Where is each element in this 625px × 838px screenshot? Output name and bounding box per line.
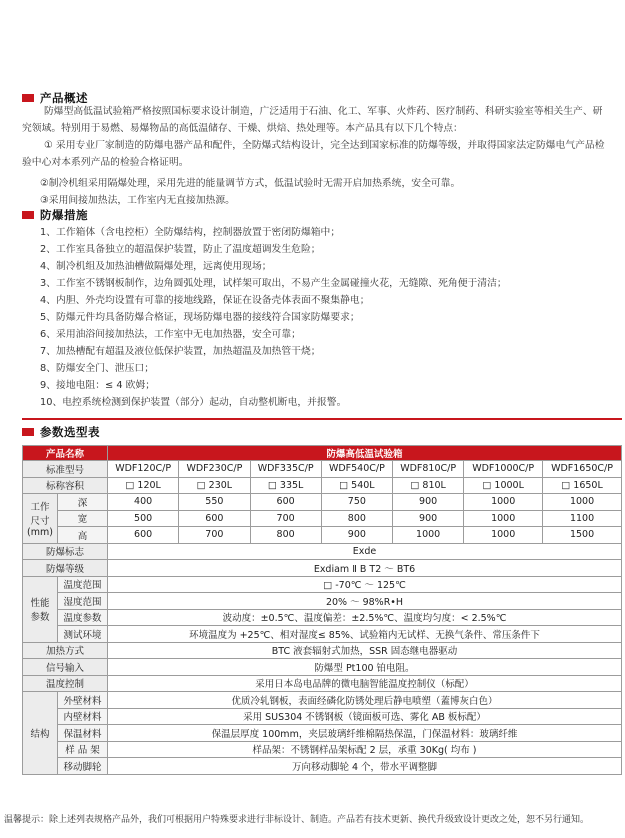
exgrade-label: 防爆等级 (23, 560, 108, 577)
tctrl-label: 温度控制 (23, 675, 108, 692)
table-row (23, 461, 622, 478)
volume-cell: □ 120L (108, 477, 179, 494)
perf-label (23, 576, 58, 642)
measures-heading (22, 207, 88, 223)
table-row (23, 593, 622, 610)
test-env-cell: 环境温度为 +25℃、相对湿度≤ 85%、试验箱内无试样、无换气条件、常压条件下 (108, 626, 622, 643)
overview-point-3: ③采用间接加热法，工作室内无直接加热源。 (40, 195, 235, 206)
measure-item: 6、采用油浴间接加热法，工作室中无电加热器，安全可靠； (40, 329, 301, 340)
temp-range-cell: □ -70℃ ～ 125℃ (108, 576, 622, 593)
perf-label-line: 参数 (30, 612, 50, 623)
measure-item: 10、电控系统检测到保护装置（部分）起动，自动整机断电，并报警。 (40, 397, 347, 408)
model-cell: WDF120C/P (108, 461, 179, 478)
model-cell: WDF1650C/P (543, 461, 622, 478)
height-cell: 700 (179, 527, 250, 544)
overview-title: 产品概述 (40, 91, 88, 105)
exmark-label: 防爆标志 (23, 543, 108, 560)
size-label (23, 494, 58, 544)
inner-cell: 采用 SUS304 不锈钢板（镜面板可选、雾化 AB 板标配） (108, 708, 622, 725)
table-row (23, 659, 622, 676)
outer-cell: 优质冷轧钢板，表面经磷化防锈处理后静电喷塑（蓋博灰白色） (108, 692, 622, 709)
model-cell: WDF1000C/P (464, 461, 543, 478)
measure-item: 9、接地电阻：≤ 4 欧姆； (40, 380, 156, 391)
temp-range-label: 温度范围 (58, 576, 108, 593)
exgrade-cell: Exdiam Ⅱ B T2 ～ BT6 (108, 560, 622, 577)
table-row (23, 494, 622, 511)
hum-range-cell: 20% ～ 98%R•H (108, 593, 622, 610)
width-cell: 500 (108, 510, 179, 527)
volume-cell: □ 540L (321, 477, 392, 494)
model-label: 标准型号 (23, 461, 108, 478)
measure-item: 2、工作室具备独立的超温保护装置，防止了温度超调发生危险； (40, 244, 321, 255)
perf-label-line: 性能 (30, 598, 50, 609)
table-row (23, 758, 622, 775)
temp-param-label: 温度参数 (58, 609, 108, 626)
volume-cell: □ 1650L (543, 477, 622, 494)
measure-item: 5、防爆元件均具备防爆合格证，现场防爆电器的接线符合国家防爆要求； (40, 312, 360, 323)
height-label: 高 (58, 527, 108, 544)
table-row (23, 675, 622, 692)
measure-item: 7、加热槽配有超温及液位低保护装置，加热超温及加热管干烧； (40, 346, 321, 357)
volume-cell: □ 1000L (464, 477, 543, 494)
volume-label: 标称容积 (23, 477, 108, 494)
overview-point-1: ① 采用专业厂家制造的防爆电器产品和配件，全防爆式结构设计，完全达到国家标准的防爆等级，并取得国家法定防爆电气产品检验中心对本系列产品的检验合格证明。 (22, 140, 605, 168)
table-row (23, 477, 622, 494)
insul-label: 保温材料 (58, 725, 108, 742)
section-divider (22, 418, 622, 420)
depth-cell: 750 (321, 494, 392, 511)
height-cell: 900 (321, 527, 392, 544)
table-row (23, 708, 622, 725)
outer-label: 外壁材料 (58, 692, 108, 709)
table-row (23, 510, 622, 527)
inner-label: 内壁材料 (58, 708, 108, 725)
shelf-label: 样 品 架 (58, 741, 108, 758)
params-title: 参数选型表 (40, 425, 100, 439)
caster-cell: 万向移动脚轮 4 个，带水平调整脚 (108, 758, 622, 775)
section-marker-icon (22, 94, 34, 102)
height-cell: 800 (250, 527, 321, 544)
signal-cell: 防爆型 Pt100 铂电阻。 (108, 659, 622, 676)
model-cell: WDF335C/P (250, 461, 321, 478)
tctrl-cell: 采用日本岛电品牌的微电脑智能温度控制仪（标配） (108, 675, 622, 692)
table-row (23, 543, 622, 560)
width-cell: 1100 (543, 510, 622, 527)
model-cell: WDF540C/P (321, 461, 392, 478)
table-row (23, 741, 622, 758)
model-cell: WDF810C/P (393, 461, 464, 478)
height-cell: 1500 (543, 527, 622, 544)
spec-table (22, 445, 622, 775)
height-cell: 600 (108, 527, 179, 544)
size-label-line: 尺寸 (30, 515, 50, 527)
measures-title: 防爆措施 (40, 208, 88, 222)
width-cell: 700 (250, 510, 321, 527)
size-label-line: (mm) (27, 526, 53, 538)
depth-cell: 1000 (464, 494, 543, 511)
model-cell: WDF230C/P (179, 461, 250, 478)
volume-cell: □ 230L (179, 477, 250, 494)
width-cell: 600 (179, 510, 250, 527)
table-row (23, 642, 622, 659)
table-row (23, 725, 622, 742)
struct-label: 结构 (23, 692, 58, 775)
volume-cell: □ 335L (250, 477, 321, 494)
footer-note: 温馨提示：除上述列表规格产品外，我们可根据用户特殊要求进行非标设计、制造。产品若有技术更新、换代升级致设计更改之处，恕不另行通知。 (4, 815, 590, 825)
table-row (23, 446, 622, 461)
section-marker-icon (22, 211, 34, 219)
width-cell: 1000 (464, 510, 543, 527)
shelf-cell: 样品架：不锈钢样品架标配 2 层，承重 30Kg( 均布 ) (108, 741, 622, 758)
header-name-cell: 产品名称 (23, 446, 108, 461)
test-env-label: 测试环境 (58, 626, 108, 643)
height-cell: 1000 (464, 527, 543, 544)
measure-item: 8、防爆安全门、泄压口； (40, 363, 154, 374)
size-label-line: 工作 (30, 501, 50, 513)
caster-label: 移动脚轮 (58, 758, 108, 775)
depth-cell: 900 (393, 494, 464, 511)
table-row (23, 626, 622, 643)
overview-intro: 防爆型高低温试验箱严格按照国标要求设计制造，广泛适用于石油、化工、军事、火炸药、医疗制药、科研实验室等相关生产、研究领域。特别用于易燃、易爆物品的高低温储存、干燥、烘焙、热处理等。本产品具有以下几个特点： (22, 106, 603, 134)
measure-item: 4、内胆、外壳均设置有可靠的接地线路，保证在设备壳体表面不聚集静电； (40, 295, 370, 306)
measure-item: 1、工作箱体（含电控柜）全防爆结构，控制器放置于密闭防爆箱中； (40, 227, 341, 238)
signal-label: 信号输入 (23, 659, 108, 676)
table-row (23, 609, 622, 626)
depth-cell: 400 (108, 494, 179, 511)
width-cell: 800 (321, 510, 392, 527)
heat-cell: BTC 液套辐射式加热，SSR 固态继电器驱动 (108, 642, 622, 659)
temp-param-cell: 波动度：±0.5℃、温度偏差：±2.5%℃、温度均匀度：< 2.5%℃ (108, 609, 622, 626)
width-cell: 900 (393, 510, 464, 527)
section-marker-icon (22, 428, 34, 436)
height-cell: 1000 (393, 527, 464, 544)
width-label: 宽 (58, 510, 108, 527)
table-row (23, 560, 622, 577)
depth-cell: 1000 (543, 494, 622, 511)
heat-label: 加热方式 (23, 642, 108, 659)
table-row (23, 692, 622, 709)
depth-label: 深 (58, 494, 108, 511)
table-row (23, 576, 622, 593)
measure-item: 3、工作室不锈钢板制作，边角圆弧处理，试样架可取出，不易产生金属碰撞火花，无缝隙、死角便于清洁； (40, 278, 507, 289)
depth-cell: 550 (179, 494, 250, 511)
measure-item: 4、制冷机组及加热油槽做隔爆处理，远离使用现场； (40, 261, 272, 272)
hum-range-label: 湿度范围 (58, 593, 108, 610)
params-heading (22, 424, 100, 440)
exmark-cell: Exde (108, 543, 622, 560)
depth-cell: 600 (250, 494, 321, 511)
volume-cell: □ 810L (393, 477, 464, 494)
overview-point-2: ②制冷机组采用隔爆处理，采用先进的能量调节方式，低温试验时无需开启加热系统，安全可靠。 (40, 178, 461, 189)
insul-cell: 保温层厚度 100mm，夹层玻璃纤维棉隔热保温，门保温材料：玻璃纤维 (108, 725, 622, 742)
table-row (23, 527, 622, 544)
header-value-cell: 防爆高低温试验箱 (108, 446, 622, 461)
